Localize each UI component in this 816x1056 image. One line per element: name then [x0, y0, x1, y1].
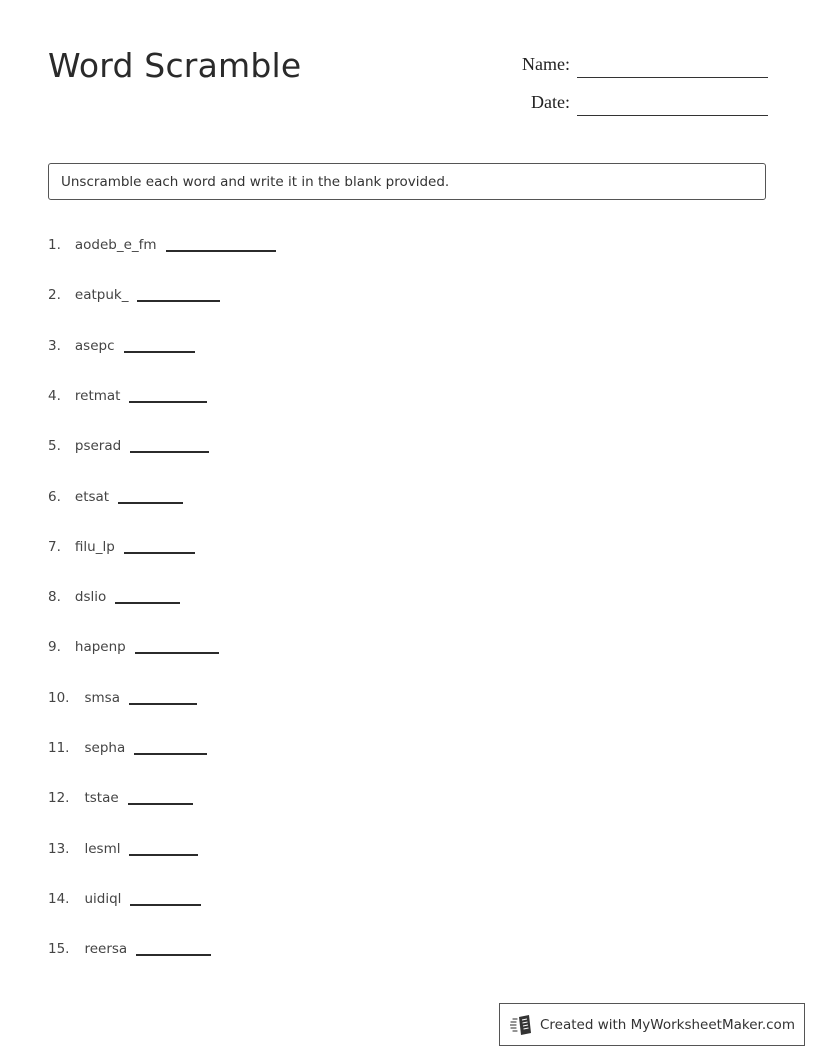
answer-blank[interactable] [118, 502, 183, 504]
scramble-item [48, 631, 219, 655]
item-number: 4. [48, 387, 61, 404]
item-number: 8. [48, 589, 61, 606]
item-number: 3. [48, 337, 61, 354]
item-number: 6. [48, 488, 61, 505]
scramble-item [48, 933, 211, 957]
scrambled-word: tstae [84, 790, 119, 807]
item-number: 10. [48, 689, 70, 706]
scrambled-word: filu_lp [74, 538, 115, 555]
scrambled-word: lesml [84, 840, 121, 857]
item-number: 2. [48, 287, 61, 304]
scrambled-word: etsat [74, 488, 110, 505]
answer-blank[interactable] [130, 451, 209, 453]
item-number: 15. [48, 941, 70, 958]
answer-blank[interactable] [128, 803, 193, 805]
item-number: 13. [48, 840, 70, 857]
answer-blank[interactable] [129, 703, 197, 705]
scramble-item [48, 430, 209, 454]
answer-blank[interactable] [130, 904, 201, 906]
scramble-item [48, 581, 180, 605]
item-number: 5. [48, 438, 61, 455]
answer-blank[interactable] [124, 552, 195, 554]
answer-blank[interactable] [129, 401, 207, 403]
worksheet-logo-icon [510, 1014, 534, 1036]
scramble-item [48, 531, 195, 555]
answer-blank[interactable] [135, 652, 219, 654]
item-number: 14. [48, 890, 70, 907]
scrambled-word: dslio [74, 589, 107, 606]
scrambled-word: pserad [74, 438, 122, 455]
scramble-item [48, 833, 198, 857]
item-number: 7. [48, 538, 61, 555]
scramble-item [48, 883, 201, 907]
scrambled-word: eatpuk_ [74, 287, 129, 304]
scramble-item [48, 279, 220, 303]
scrambled-word: aodeb_e_fm [74, 237, 157, 253]
scramble-item [48, 682, 197, 706]
footer-credit [499, 1003, 805, 1046]
date-blank-line [577, 115, 768, 116]
answer-blank[interactable] [134, 753, 207, 755]
date-label: Date: [531, 92, 570, 112]
scrambled-word: retmat [74, 387, 121, 404]
item-number: 12. [48, 790, 70, 807]
page-title: Word Scramble [48, 46, 302, 85]
answer-blank[interactable] [115, 602, 180, 604]
name-blank-line [577, 77, 768, 78]
item-number: 9. [48, 639, 61, 656]
scramble-item [48, 380, 207, 404]
scramble-item [48, 330, 195, 354]
scramble-item [48, 732, 207, 756]
scrambled-word: reersa [84, 941, 128, 958]
scramble-item [48, 481, 183, 505]
footer-text: Created with MyWorksheetMaker.com [540, 1016, 795, 1033]
instructions-box: Unscramble each word and write it in the blank provided. [48, 163, 766, 200]
scrambled-word: uidiql [84, 890, 122, 907]
answer-blank[interactable] [137, 300, 220, 302]
name-label: Name: [522, 54, 570, 74]
answer-blank[interactable] [166, 250, 276, 252]
scrambled-word: hapenp [74, 639, 126, 656]
answer-blank[interactable] [136, 954, 211, 956]
scramble-item [48, 229, 276, 253]
scramble-item [48, 782, 193, 806]
scrambled-word: asepc [74, 337, 115, 354]
item-number: 1. [48, 237, 61, 253]
item-number: 11. [48, 740, 70, 756]
scrambled-word: smsa [84, 689, 120, 706]
date-field [500, 86, 768, 116]
answer-blank[interactable] [124, 351, 195, 353]
answer-blank[interactable] [129, 854, 198, 856]
name-field [500, 48, 768, 78]
scrambled-word: sepha [84, 740, 126, 756]
